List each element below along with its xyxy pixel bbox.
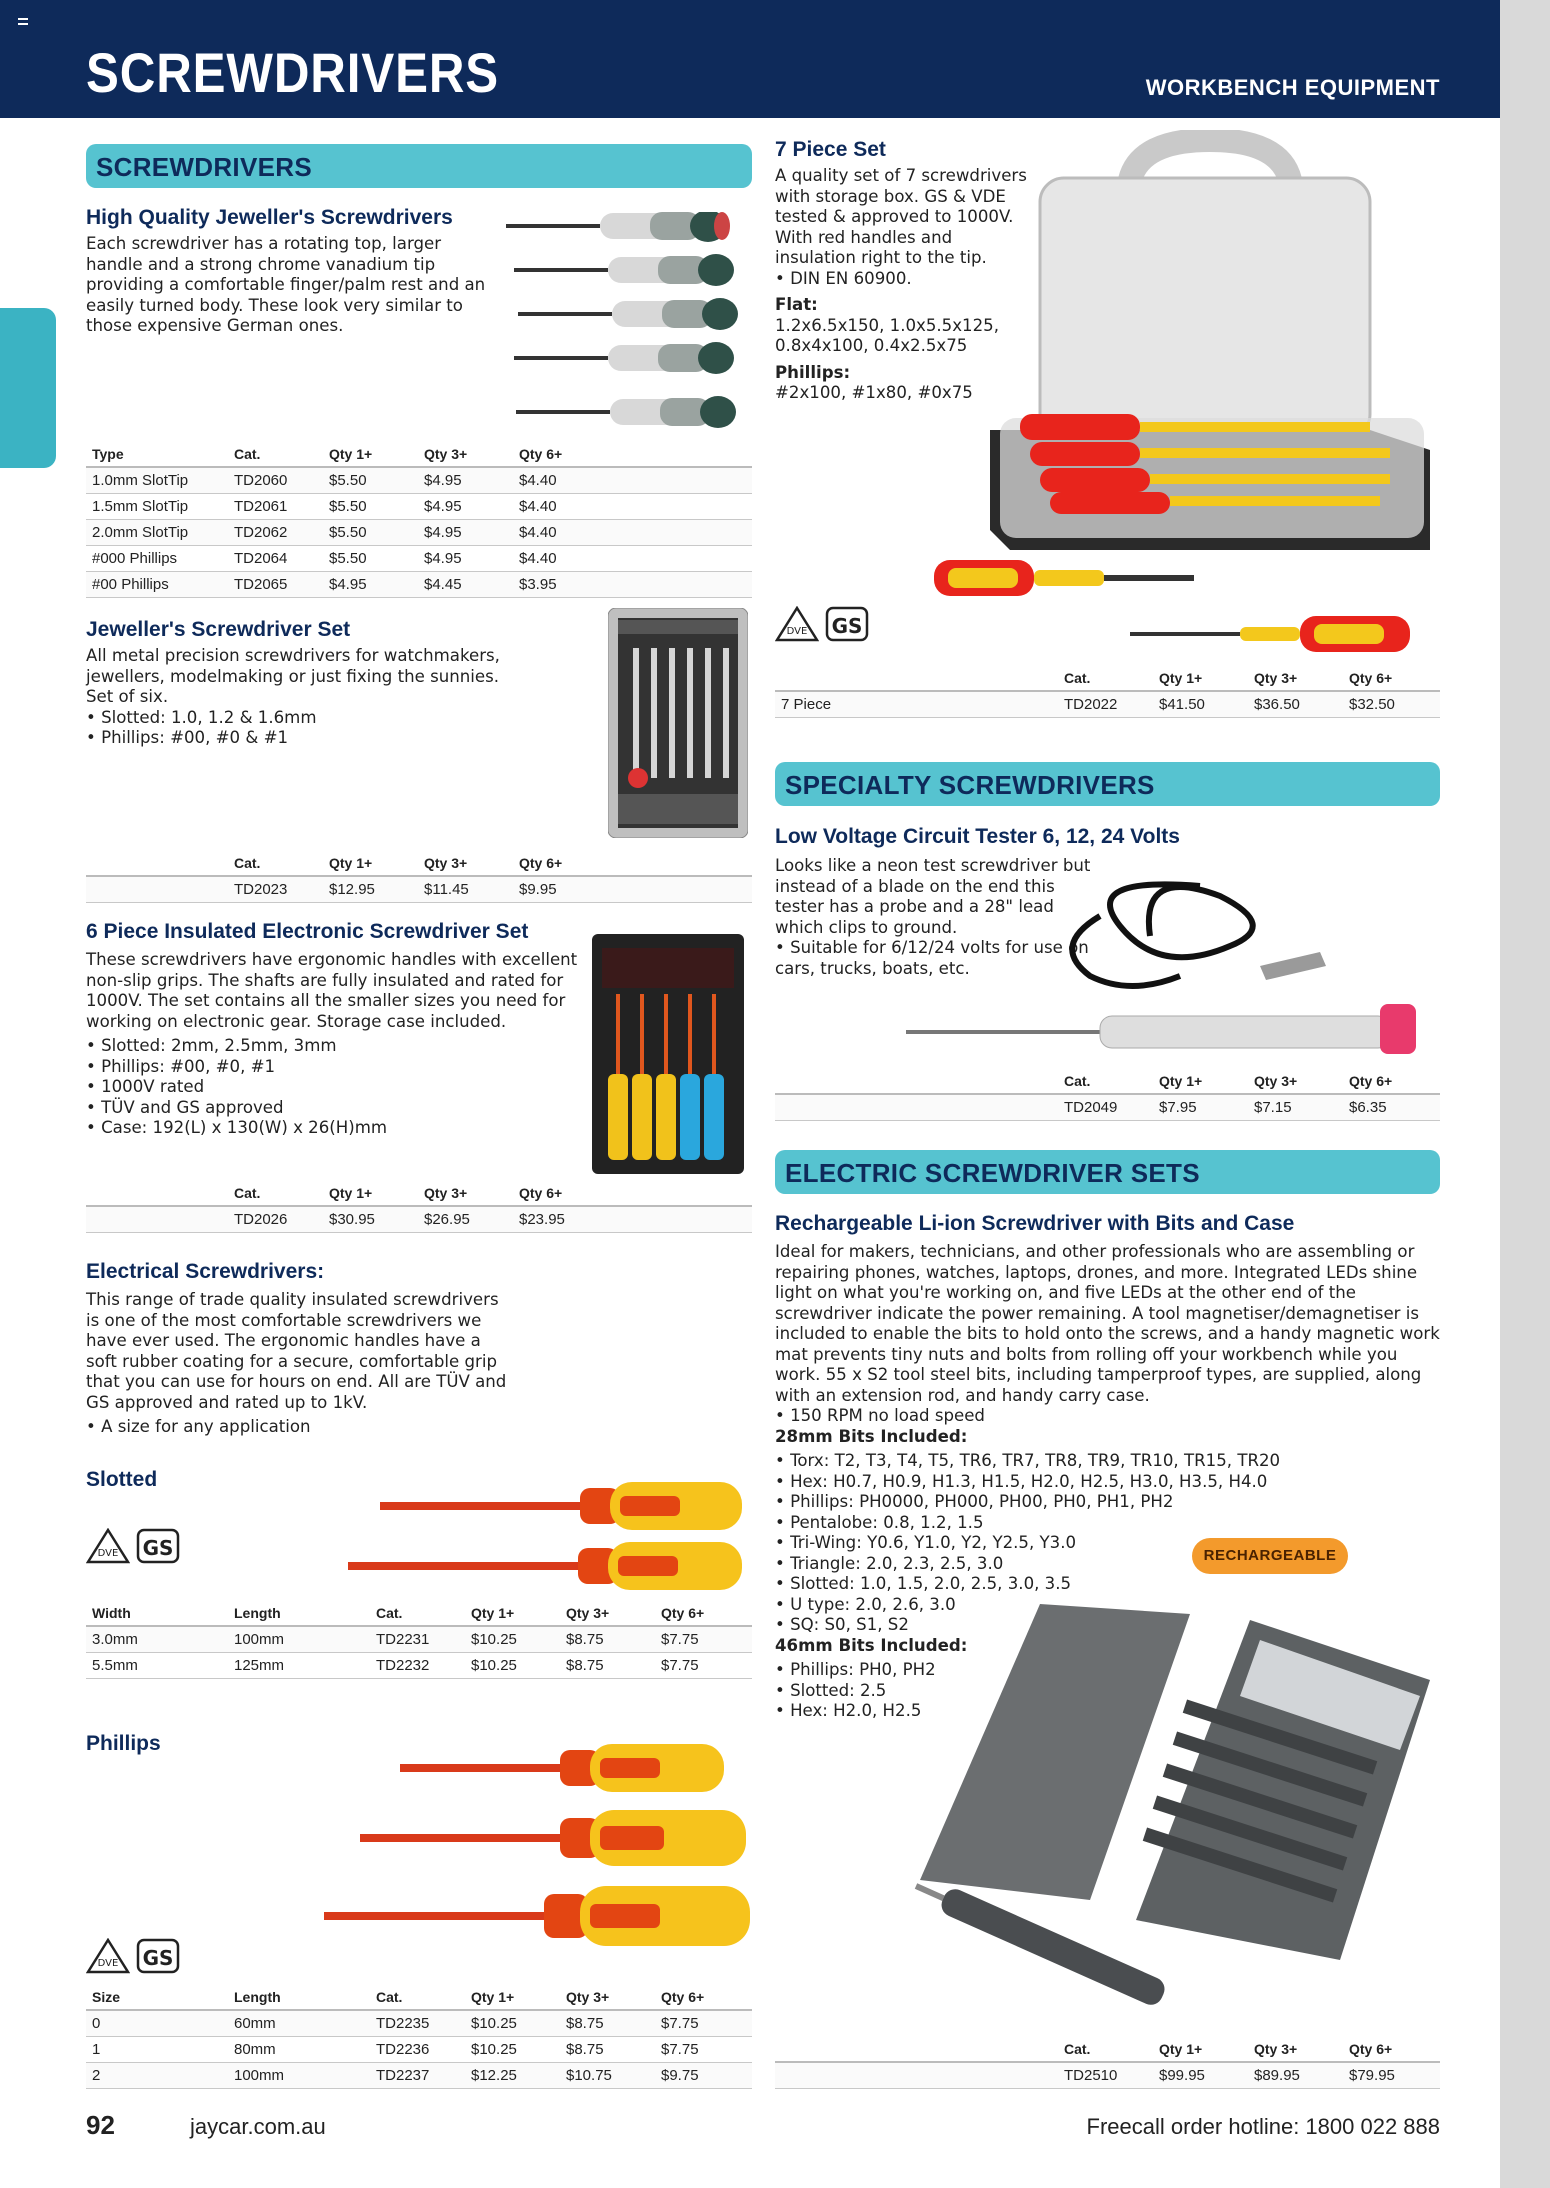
cell: $10.25 [465,2036,560,2062]
vde-mark-icon [86,1528,130,1564]
desc-text: Ideal for makers, technicians, and other professionals who are assembling or repairing phones, watches, laptops, drones, and more. Integrated LEDs shine light on what you're working on, and five LEDs at the other end of the screwdriver indicate the power remaining. A tool magnetiser/demagnetiser is included to enable the bits to hold onto the screws, and a handy magnetic work mat prevents tiny nuts and bolts from rolling off your workbench while you work. 55 x S2 tool steel bits, including tamperproof types, are supplied, along with an extension rod, and handy carry case. [775,1242,1440,1405]
seven-piece-case-image [930,130,1440,660]
product-title-tester: Low Voltage Circuit Tester 6, 12, 24 Volts [775,825,1180,848]
cell: $4.40 [513,545,752,571]
subsection-title-phillips: Phillips [86,1732,161,1755]
col-qty1: Qty 1+ [323,850,418,876]
cell: TD2061 [228,493,323,519]
col-size: Size [86,1984,228,2010]
col-qty6: Qty 6+ [513,441,752,467]
menu-icon[interactable] [18,18,28,25]
rechargeable-badge: RECHARGEABLE [1192,1538,1348,1574]
bullet-item: • Torx: T2, T3, T4, T5, TR6, TR7, TR8, TR9, TR10, TR15, TR20 [775,1451,1440,1472]
cell: $4.40 [513,493,752,519]
col-cat: Cat. [1058,1068,1153,1094]
circuit-tester-image [900,856,1440,1056]
table-row [86,1206,752,1232]
website-link[interactable]: jaycar.com.au [190,2114,326,2139]
col-qty1: Qty 1+ [465,1984,560,2010]
bits28-label: 28mm Bits Included: [775,1426,968,1446]
bullet-item: • Hex: H2.0, H2.5 [775,1701,1440,1722]
cell [775,2062,1058,2088]
col-qty6: Qty 6+ [513,1180,752,1206]
bullet-item: • Hex: H0.7, H0.9, H1.3, H1.5, H2.0, H2.5, H3.0, H3.5, H4.0 [775,1472,1440,1493]
jeweller-set-image [608,608,748,838]
cell: $10.25 [465,2010,560,2036]
cell: 100mm [228,2062,370,2088]
bullet-list [775,1406,1440,1427]
cell: 0 [86,2010,228,2036]
bullet-item: • TÜV and GS approved [86,1098,586,1119]
slotted-screwdrivers-image [340,1476,752,1596]
cell: 2 [86,2062,228,2088]
cell: $7.75 [655,1652,752,1678]
col-qty1: Qty 1+ [323,441,418,467]
price-table-jeweller-set [86,850,752,903]
table-row [86,545,752,571]
cell: TD2064 [228,545,323,571]
col-qty6: Qty 6+ [513,850,752,876]
cell: TD2060 [228,467,323,493]
cell: $5.50 [323,519,418,545]
bullet-item: • 150 RPM no load speed [775,1406,1440,1427]
cell: TD2237 [370,2062,465,2088]
desc-text: These screwdrivers have ergonomic handles with excellent non-slip grips. The shafts are fully insulated and rated for 1000V. The set contains all the smaller sizes you need for working on electronic gear. Storage case included. [86,950,578,1031]
approval-marks-phillips [86,1938,180,1974]
cell: 100mm [228,1626,370,1652]
bullet-item: • SQ: S0, S1, S2 [775,1615,1440,1636]
banner-specialty: SPECIALTY SCREWDRIVERS [775,762,1440,806]
cell: $5.50 [323,493,418,519]
electric-screwdriver-kit-image [900,1600,1440,2030]
bullet-item: • Suitable for 6/12/24 volts for use on cars, trucks, boats, etc. [775,938,1105,979]
cell: $99.95 [1153,2062,1248,2088]
price-table-phillips [86,1984,752,2089]
cell: $7.75 [655,2036,752,2062]
col-qty3: Qty 3+ [418,1180,513,1206]
cell: 5.5mm [86,1652,228,1678]
price-table-tester [775,1068,1440,1121]
flat-label: Flat: [775,295,818,314]
bullet-list [86,708,526,749]
bullet-list [86,1417,516,1438]
cell: $12.25 [465,2062,560,2088]
table-row [775,1094,1440,1120]
table-row [86,1652,752,1678]
cell: $4.40 [513,519,752,545]
table-header-row [775,1068,1440,1094]
subsection-title-slotted: Slotted [86,1468,158,1491]
col-blank [86,850,228,876]
cell: $4.95 [418,519,513,545]
cell: $26.95 [418,1206,513,1232]
col-qty6: Qty 6+ [1343,665,1440,691]
cell: $23.95 [513,1206,752,1232]
bullet-item: • A size for any application [86,1417,516,1438]
table-row [86,2010,752,2036]
col-qty3: Qty 3+ [1248,665,1343,691]
bullet-item: • Slotted: 2mm, 2.5mm, 3mm [86,1036,586,1057]
table-row [86,571,752,597]
cell: $89.95 [1248,2062,1343,2088]
bullet-item: • Phillips: PH0, PH2 [775,1660,1440,1681]
cell: $8.75 [560,2010,655,2036]
price-table-insulated-set [86,1180,752,1233]
table-header-row [86,1984,752,2010]
col-blank [775,2036,1058,2062]
col-qty3: Qty 3+ [560,1600,655,1626]
svg-text:DVE: DVE [97,1958,119,1969]
col-qty6: Qty 6+ [1343,2036,1440,2062]
cell: $10.25 [465,1652,560,1678]
table-row [86,2062,752,2088]
product-title-insulated-set: 6 Piece Insulated Electronic Screwdriver Set [86,920,529,943]
col-qty1: Qty 1+ [1153,1068,1248,1094]
cell: 7 Piece [775,691,1058,717]
order-hotline: Freecall order hotline: 1800 022 888 [1086,2114,1440,2139]
col-type [775,665,1058,691]
cell: TD2049 [1058,1094,1153,1120]
cell: $7.75 [655,1626,752,1652]
col-qty6: Qty 6+ [1343,1068,1440,1094]
col-qty1: Qty 1+ [465,1600,560,1626]
cell: $8.75 [560,1652,655,1678]
cell: $4.95 [323,571,418,597]
desc-text: This range of trade quality insulated screwdrivers is one of the most comfortable screwdrivers we have ever used. The ergonomic handles have a soft rubber coating for a secure, comfortable grip that you can use for hours on end. All are TÜV and GS approved and rated up to 1kV. [86,1290,507,1412]
cell: 125mm [228,1652,370,1678]
table-header-row [775,665,1440,691]
cell: $5.50 [323,545,418,571]
col-blank [86,1180,228,1206]
desc-text: A quality set of 7 screwdrivers with storage box. GS & VDE tested & approved to 1000V. With red handles and insulation right to the tip. [775,166,1027,267]
table-row [86,2036,752,2062]
table-header-row [86,850,752,876]
col-cat: Cat. [228,850,323,876]
svg-text:GS: GS [142,1536,174,1560]
jeweller-screwdrivers-image [500,212,752,432]
cell: TD2062 [228,519,323,545]
bullet-item: • Triangle: 2.0, 2.3, 2.5, 3.0 [775,1554,1440,1575]
flat-sizes: 1.2x6.5x150, 1.0x5.5x125, 0.8x4x100, 0.4x2.5x75 [775,315,1000,355]
vde-mark-icon [86,1938,130,1974]
col-length: Length [228,1600,370,1626]
bullet-item: • U type: 2.0, 2.6, 3.0 [775,1595,1440,1616]
cell: 2.0mm SlotTip [86,519,228,545]
phillips-sizes: #2x100, #1x80, #0x75 [775,383,973,402]
desc-text: All metal precision screwdrivers for watchmakers, jewellers, modelmaking or just fixing the sunnies. Set of six. [86,646,500,706]
product-desc-insulated-set [86,950,586,1139]
cell: $4.45 [418,571,513,597]
cell: $7.15 [1248,1094,1343,1120]
table-row [86,1626,752,1652]
cell: TD2232 [370,1652,465,1678]
cell: $9.95 [513,876,752,902]
page-number: 92 [86,2110,115,2140]
cell: #000 Phillips [86,545,228,571]
table-header-row [86,1600,752,1626]
cell: #00 Phillips [86,571,228,597]
col-width: Width [86,1600,228,1626]
desc-text: Looks like a neon test screwdriver but instead of a blade on the end this tester has a probe and a 28" lead which clips to ground. [775,856,1091,937]
cell: $41.50 [1153,691,1248,717]
cell: 1.5mm SlotTip [86,493,228,519]
col-qty3: Qty 3+ [1248,1068,1343,1094]
cell: 60mm [228,2010,370,2036]
cell: TD2022 [1058,691,1153,717]
approval-marks-slotted [86,1528,180,1564]
gs-mark-icon [136,1528,180,1564]
phillips-label: Phillips: [775,362,851,382]
bullet-item: • Tri-Wing: Y0.6, Y1.0, Y2, Y2.5, Y3.0 [775,1533,1440,1554]
cell: $11.45 [418,876,513,902]
product-title-jeweller-hq: High Quality Jeweller's Screwdrivers [86,206,453,229]
cell: TD2510 [1058,2062,1153,2088]
table-row [86,876,752,902]
cell: TD2231 [370,1626,465,1652]
approval-marks-seven-piece [775,606,869,642]
table-row [775,2062,1440,2088]
table-row [775,691,1440,717]
col-qty1: Qty 1+ [323,1180,418,1206]
cell: $4.40 [513,467,752,493]
bullet-item: • 1000V rated [86,1077,586,1098]
cell: $7.75 [655,2010,752,2036]
table-header-row [86,1180,752,1206]
col-cat: Cat. [1058,665,1153,691]
cell: $10.25 [465,1626,560,1652]
cell: $3.95 [513,571,752,597]
product-desc-electrical [86,1290,516,1438]
svg-text:GS: GS [831,614,863,638]
bullet-item: • Phillips: PH0000, PH000, PH00, PH0, PH1, PH2 [775,1492,1440,1513]
cell: $8.75 [560,2036,655,2062]
gs-mark-icon [136,1938,180,1974]
cell: $10.75 [560,2062,655,2088]
page-header [0,0,1500,118]
cell: TD2026 [228,1206,323,1232]
col-qty3: Qty 3+ [418,850,513,876]
col-length: Length [228,1984,370,2010]
product-title-jeweller-set: Jeweller's Screwdriver Set [86,618,351,641]
cell: $6.35 [1343,1094,1440,1120]
bullet-item: • Phillips: #00, #0, #1 [86,1057,586,1078]
cell: $79.95 [1343,2062,1440,2088]
cell: $4.95 [418,467,513,493]
cell [775,1094,1058,1120]
cell: $4.95 [418,493,513,519]
svg-text:DVE: DVE [786,626,808,637]
cell: 3.0mm [86,1626,228,1652]
cell: $8.75 [560,1626,655,1652]
banner-screwdrivers: SCREWDRIVERS [86,144,752,188]
table-header-row [86,441,752,467]
col-cat: Cat. [228,441,323,467]
col-cat: Cat. [370,1600,465,1626]
section-label: WORKBENCH EQUIPMENT [1145,75,1440,100]
cell: $32.50 [1343,691,1440,717]
cell: $36.50 [1248,691,1343,717]
bullet-item: • Slotted: 1.0, 1.2 & 1.6mm [86,708,526,729]
col-type: Type [86,441,228,467]
page-edge-strip [1500,0,1550,2188]
bullet-item: • Phillips: #00, #0 & #1 [86,728,526,749]
price-table-slotted [86,1600,752,1679]
cell: $4.95 [418,545,513,571]
cell: 1 [86,2036,228,2062]
table-header-row [775,2036,1440,2062]
cell: 80mm [228,2036,370,2062]
col-qty3: Qty 3+ [1248,2036,1343,2062]
col-qty6: Qty 6+ [655,1984,752,2010]
product-title-electric: Rechargeable Li-ion Screwdriver with Bits and Case [775,1212,1295,1235]
cell: $30.95 [323,1206,418,1232]
cell [86,876,228,902]
col-blank [775,1068,1058,1094]
bullet-item: • DIN EN 60900. [775,269,1035,290]
cell: $5.50 [323,467,418,493]
cell: TD2023 [228,876,323,902]
bullet-item: • Pentalobe: 0.8, 1.2, 1.5 [775,1513,1440,1534]
cell: $7.95 [1153,1094,1248,1120]
cell [86,1206,228,1232]
table-row [86,519,752,545]
bullet-list [86,1036,586,1139]
page-title: SCREWDRIVERS [86,41,500,104]
product-title-electrical: Electrical Screwdrivers: [86,1260,325,1283]
col-cat: Cat. [228,1180,323,1206]
col-cat: Cat. [370,1984,465,2010]
bullet-item: • Case: 192(L) x 130(W) x 26(H)mm [86,1118,586,1139]
cell: 1.0mm SlotTip [86,467,228,493]
cell: TD2065 [228,571,323,597]
cell: TD2235 [370,2010,465,2036]
svg-text:GS: GS [142,1946,174,1970]
banner-electric: ELECTRIC SCREWDRIVER SETS [775,1150,1440,1194]
price-table-electric [775,2036,1440,2089]
table-row [86,467,752,493]
col-qty1: Qty 1+ [1153,2036,1248,2062]
product-title-seven-piece: 7 Piece Set [775,138,886,161]
bits46-label: 46mm Bits Included: [775,1635,968,1655]
price-table-jeweller-hq [86,441,752,598]
col-qty3: Qty 3+ [560,1984,655,2010]
insulated-set-image [592,934,744,1174]
price-table-seven-piece [775,665,1440,718]
cell: $12.95 [323,876,418,902]
cell: $9.75 [655,2062,752,2088]
cell: TD2236 [370,2036,465,2062]
vde-mark-icon [775,606,819,642]
col-qty1: Qty 1+ [1153,665,1248,691]
phillips-screwdrivers-image [320,1738,752,1968]
bullet-item: • Slotted: 1.0, 1.5, 2.0, 2.5, 3.0, 3.5 [775,1574,1440,1595]
table-row [86,493,752,519]
col-cat: Cat. [1058,2036,1153,2062]
product-desc-jeweller-set [86,646,526,749]
col-qty6: Qty 6+ [655,1600,752,1626]
gs-mark-icon [825,606,869,642]
svg-text:DVE: DVE [97,1548,119,1559]
bullet-item: • Slotted: 2.5 [775,1681,1440,1702]
product-desc-jeweller-hq: Each screwdriver has a rotating top, larger handle and a strong chrome vanadium tip providing a comfortable finger/palm rest and an easily turned body. These look very similar to those expensive German ones. [86,234,486,335]
chapter-tab [0,308,56,468]
col-qty3: Qty 3+ [418,441,513,467]
